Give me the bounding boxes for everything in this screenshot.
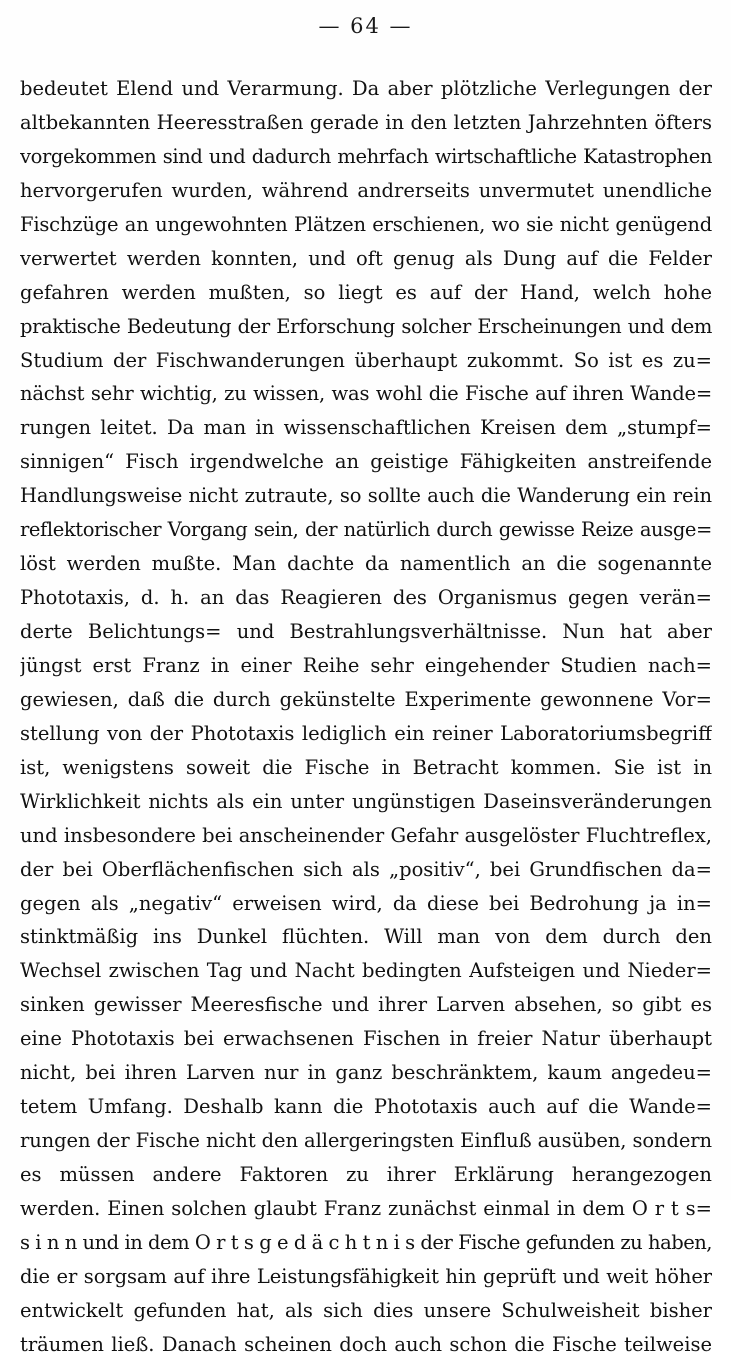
text-line: Wirklichkeit nichts als ein unter ungünstigen Daseinsveränderungen bbox=[20, 789, 712, 813]
text-line: Phototaxis, d. h. an das Reagieren des Organismus gegen verän= bbox=[20, 586, 712, 610]
text-line: die er sorgsam auf ihre Leistungsfähigkeit hin geprüft und weit höher bbox=[20, 1264, 712, 1288]
text-line: s i n n und in dem O r t s g e d ä c h t n i s der Fische gefunden zu haben, bbox=[20, 1230, 712, 1254]
text-line: tetem Umfang. Deshalb kann die Phototaxis auch auf die Wande= bbox=[20, 1095, 712, 1119]
text-line: es müssen andere Faktoren zu ihrer Erklärung herangezogen bbox=[20, 1163, 712, 1186]
text-line: der bei Oberflächenfischen sich als „positiv“, bei Grundfischen da= bbox=[20, 857, 712, 881]
text-line: sinnigen“ Fisch irgendwelche an geistige Fähigkeiten anstreifende bbox=[20, 450, 712, 474]
text-line: reflektorischer Vorgang sein, der natürlich durch gewisse Reize ausge= bbox=[20, 518, 712, 542]
text-line: werden. Einen solchen glaubt Franz zunächst einmal in dem O r t s= bbox=[20, 1196, 712, 1220]
text-line: vorgekommen sind und dadurch mehrfach wirtschaftliche Katastrophen bbox=[20, 144, 712, 168]
text-line: hervorgerufen wurden, während andrerseits unvermutet unendliche bbox=[20, 178, 712, 202]
text-line: Wechsel zwischen Tag und Nacht bedingten Aufsteigen und Nieder= bbox=[20, 959, 712, 983]
text-line: rungen der Fische nicht den allergeringsten Einfluß ausüben, sondern bbox=[20, 1129, 712, 1153]
text-line: gegen als „negativ“ erweisen wird, da diese bei Bedrohung ja in= bbox=[20, 891, 712, 915]
text-line: eine Phototaxis bei erwachsenen Fischen in freier Natur überhaupt bbox=[20, 1027, 712, 1051]
text-line: sinken gewisser Meeresfische und ihrer Larven absehen, so gibt es bbox=[20, 993, 712, 1017]
text-line: träumen ließ. Danach scheinen doch auch schon die Fische teilweise bbox=[20, 1332, 712, 1356]
page-number: — 64 — bbox=[318, 14, 413, 38]
text-line: verwertet werden konnten, und oft genug als Dung auf die Felder bbox=[20, 246, 712, 270]
text-line: derte Belichtungs= und Bestrahlungsverhältnisse. Nun hat aber bbox=[20, 620, 712, 643]
text-line: nicht, bei ihren Larven nur in ganz beschränktem, kaum angedeu= bbox=[20, 1061, 712, 1085]
text-line: und insbesondere bei anscheinender Gefahr ausgelöster Fluchtreflex, bbox=[20, 823, 712, 847]
text-line: jüngst erst Franz in einer Reihe sehr eingehender Studien nach= bbox=[20, 653, 712, 677]
text-line: löst werden mußte. Man dachte da namentlich an die sogenannte bbox=[20, 552, 712, 576]
text-line: gewiesen, daß die durch gekünstelte Experimente gewonnene Vor= bbox=[20, 687, 712, 711]
body-text bbox=[20, 72, 712, 1362]
text-line: Studium der Fischwanderungen überhaupt zukommt. So ist es zu= bbox=[20, 348, 712, 372]
text-line: stinktmäßig ins Dunkel flüchten. Will man von dem durch den bbox=[20, 925, 712, 949]
text-line: bedeutet Elend und Verarmung. Da aber plötzliche Verlegungen der bbox=[20, 77, 712, 100]
text-line: praktische Bedeutung der Erforschung solcher Erscheinungen und dem bbox=[20, 314, 712, 338]
text-line: rungen leitet. Da man in wissenschaftlichen Kreisen dem „stumpf= bbox=[20, 416, 712, 440]
text-line: Fischzüge an ungewohnten Plätzen erschienen, wo sie nicht genügend bbox=[20, 212, 712, 236]
text-line: gefahren werden mußten, so liegt es auf der Hand, welch hohe bbox=[20, 280, 712, 304]
text-line: ist, wenigstens soweit die Fische in Betracht kommen. Sie ist in bbox=[20, 755, 712, 779]
text-line: stellung von der Phototaxis lediglich ein reiner Laboratoriumsbegriff bbox=[20, 721, 712, 745]
text-line: nächst sehr wichtig, zu wissen, was wohl die Fische auf ihren Wande= bbox=[20, 382, 712, 406]
text-line: entwickelt gefunden hat, als sich dies unsere Schulweisheit bisher bbox=[20, 1298, 712, 1322]
text-line: Handlungsweise nicht zutraute, so sollte auch die Wanderung ein rein bbox=[20, 484, 712, 508]
text-line: altbekannten Heeresstraßen gerade in den letzten Jahrzehnten öfters bbox=[20, 110, 712, 134]
